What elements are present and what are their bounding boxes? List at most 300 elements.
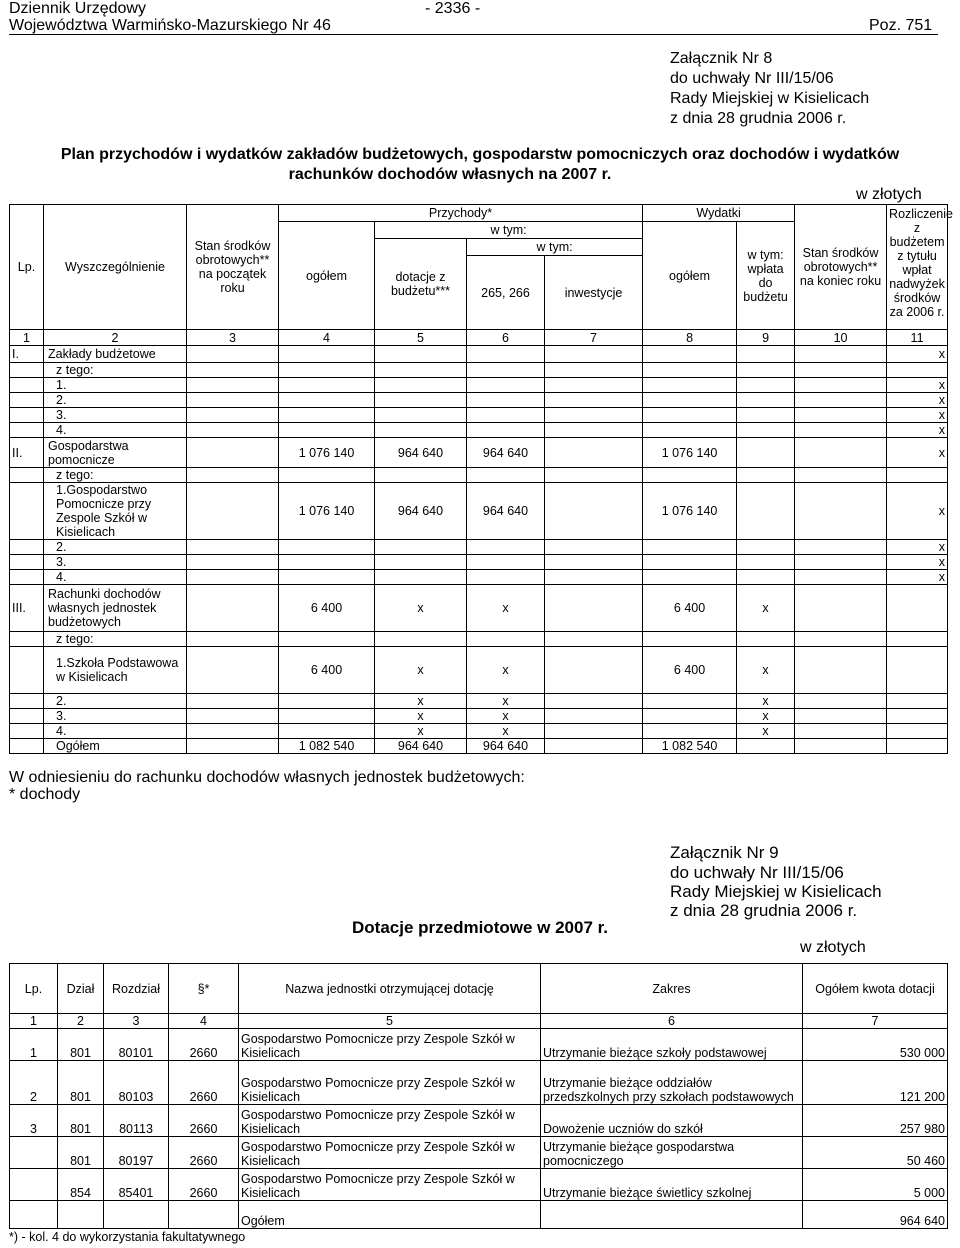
plan-cell-value xyxy=(887,724,948,739)
col-stan-end-header: Stan środków obrotowych** na koniec roku xyxy=(795,205,887,330)
plan-row xyxy=(10,739,948,754)
col-wydatki-header: Wydatki xyxy=(643,205,795,222)
plan-cell-lp: II. xyxy=(10,438,44,468)
plan-cell-value xyxy=(187,408,279,423)
plan-cell-value xyxy=(187,709,279,724)
plan-cell-value: x xyxy=(467,709,545,724)
plan-cell-value xyxy=(187,393,279,408)
plan-cell-value xyxy=(375,570,467,585)
plan-cell-value xyxy=(737,739,795,754)
plan-cell-value xyxy=(279,694,375,709)
plan-row xyxy=(10,378,948,393)
colnum: 4 xyxy=(279,330,375,346)
plan-cell-value: x xyxy=(887,438,948,468)
plan-cell-value xyxy=(795,468,887,483)
plan-cell-value: x xyxy=(467,694,545,709)
plan-cell-value xyxy=(279,423,375,438)
plan-cell-value xyxy=(795,393,887,408)
plan-cell-value xyxy=(795,694,887,709)
col-wtym-header: w tym: xyxy=(375,222,643,239)
plan-cell-value xyxy=(467,540,545,555)
dot-paragraph-header: §* xyxy=(169,964,239,1014)
dot-dzial-header: Dział xyxy=(58,964,104,1014)
plan-cell-name: 4. xyxy=(44,724,187,739)
dot-cell-nazwa: Gospodarstwo Pomocnicze przy Zespole Szkół w Kisielicach xyxy=(239,1137,541,1169)
plan-cell-value: x xyxy=(467,724,545,739)
plan-cell-value xyxy=(187,555,279,570)
annex9-date: z dnia 28 grudnia 2006 r. xyxy=(670,901,858,920)
plan-row xyxy=(10,393,948,408)
dot-total-value: 964 640 xyxy=(803,1201,948,1229)
dot-cell-rozdzial: 85401 xyxy=(104,1169,169,1201)
plan-cell-value xyxy=(187,724,279,739)
plan-cell-value xyxy=(643,632,737,647)
dot-cell-nazwa: Gospodarstwo Pomocnicze przy Zespole Szkół w Kisielicach xyxy=(239,1061,541,1105)
plan-cell-lp xyxy=(10,363,44,378)
dot-colnum: 3 xyxy=(104,1014,169,1029)
plan-cell-value xyxy=(467,378,545,393)
colnum: 1 xyxy=(10,330,44,346)
plan-cell-value xyxy=(279,468,375,483)
dot-cell-par: 2660 xyxy=(169,1105,239,1137)
plan-cell-value xyxy=(545,724,643,739)
dot-cell-zakres: Dowożenie uczniów do szkół xyxy=(541,1105,803,1137)
dot-cell-par: 2660 xyxy=(169,1029,239,1061)
dot-colnum: 1 xyxy=(10,1014,58,1029)
plan-cell-value xyxy=(737,468,795,483)
dot-kwota-header: Ogółem kwota dotacji xyxy=(803,964,948,1014)
annex8-date: z dnia 28 grudnia 2006 r. xyxy=(670,110,847,127)
plan-cell-value xyxy=(187,468,279,483)
col-wplata-header: w tym: wpłata do budżetu xyxy=(737,222,795,330)
dot-zakres-header: Zakres xyxy=(541,964,803,1014)
plan-cell-value xyxy=(795,555,887,570)
plan-cell-value xyxy=(643,694,737,709)
plan-cell-value xyxy=(545,694,643,709)
plan-cell-value xyxy=(643,408,737,423)
plan-cell-value xyxy=(795,408,887,423)
plan-cell-value xyxy=(279,408,375,423)
plan-cell-value xyxy=(737,393,795,408)
plan-cell-name: 2. xyxy=(44,393,187,408)
plan-cell-value xyxy=(643,724,737,739)
col-stan-start-header: Stan środków obrotowych** na początek roku xyxy=(187,205,279,330)
plan-cell-value: x xyxy=(887,423,948,438)
plan-cell-value: 964 640 xyxy=(375,739,467,754)
dot-colnum: 7 xyxy=(803,1014,948,1029)
plan-cell-value: x xyxy=(887,540,948,555)
plan-cell-value xyxy=(545,739,643,754)
plan-cell-value xyxy=(887,468,948,483)
plan-cell-value xyxy=(737,346,795,363)
plan-cell-lp xyxy=(10,555,44,570)
plan-cell-value xyxy=(467,363,545,378)
plan-cell-value xyxy=(643,709,737,724)
plan-cell-value xyxy=(545,408,643,423)
dot-cell-dzial: 801 xyxy=(58,1029,104,1061)
dotacje-table xyxy=(9,963,948,1229)
plan-cell-value xyxy=(887,739,948,754)
plan-cell-value: x xyxy=(887,378,948,393)
plan-cell-value: 1 076 140 xyxy=(279,438,375,468)
header-journal-title: Dziennik Urzędowy xyxy=(9,0,146,17)
plan-note: W odniesieniu do rachunku dochodów własnych jednostek budżetowych: xyxy=(9,769,525,786)
dot-cell-dzial: 854 xyxy=(58,1169,104,1201)
plan-cell-value xyxy=(643,423,737,438)
plan-cell-value: 6 400 xyxy=(643,585,737,632)
colnum: 3 xyxy=(187,330,279,346)
plan-cell-value xyxy=(279,363,375,378)
dot-cell-lp xyxy=(10,1137,58,1169)
annex9-council: Rady Miejskiej w Kisielicach xyxy=(670,882,882,901)
plan-cell-value xyxy=(467,632,545,647)
dot-cell-nazwa: Gospodarstwo Pomocnicze przy Zespole Szkół w Kisielicach xyxy=(239,1169,541,1201)
plan-cell-value: 964 640 xyxy=(467,483,545,540)
plan-cell-value xyxy=(279,555,375,570)
dot-row xyxy=(10,1137,948,1169)
plan-cell-value xyxy=(887,363,948,378)
annex9-title: Załącznik Nr 9 xyxy=(670,843,779,862)
plan-cell-value xyxy=(643,468,737,483)
plan-cell-name: Rachunki dochodów własnych jednostek budżetowych xyxy=(44,585,187,632)
plan-cell-name: 4. xyxy=(44,570,187,585)
plan-cell-name: Ogółem xyxy=(44,739,187,754)
plan-cell-value xyxy=(887,694,948,709)
dot-cell-rozdzial: 80197 xyxy=(104,1137,169,1169)
plan-cell-value xyxy=(375,423,467,438)
plan-row xyxy=(10,363,948,378)
dot-total-row xyxy=(10,1201,948,1229)
plan-cell-value xyxy=(545,709,643,724)
plan-cell-value xyxy=(187,423,279,438)
plan-row xyxy=(10,585,948,632)
dot-lp-header: Lp. xyxy=(10,964,58,1014)
plan-cell-value xyxy=(187,540,279,555)
dot-cell-rozdzial: 80101 xyxy=(104,1029,169,1061)
plan-row xyxy=(10,438,948,468)
plan-cell-lp xyxy=(10,724,44,739)
plan-cell-value xyxy=(375,632,467,647)
plan-cell-value xyxy=(187,378,279,393)
colnum: 5 xyxy=(375,330,467,346)
plan-cell-value xyxy=(545,540,643,555)
plan-cell-value xyxy=(643,378,737,393)
plan-cell-name: z tego: xyxy=(44,363,187,378)
plan-cell-value xyxy=(187,363,279,378)
plan-cell-value: 1 076 140 xyxy=(643,438,737,468)
dot-cell-kwota: 530 000 xyxy=(803,1029,948,1061)
plan-cell-value: x xyxy=(887,408,948,423)
plan-cell-value xyxy=(545,647,643,694)
plan-cell-value: x xyxy=(375,694,467,709)
plan-cell-lp xyxy=(10,423,44,438)
dot-nazwa-header: Nazwa jednostki otrzymującej dotację xyxy=(239,964,541,1014)
dot-colnum: 5 xyxy=(239,1014,541,1029)
plan-cell-lp xyxy=(10,570,44,585)
plan-cell-value xyxy=(795,632,887,647)
plan-table xyxy=(9,204,953,754)
plan-cell-value xyxy=(187,647,279,694)
annex8-title: Załącznik Nr 8 xyxy=(670,50,773,67)
colnum: 2 xyxy=(44,330,187,346)
plan-cell-value xyxy=(187,632,279,647)
plan-cell-value xyxy=(795,739,887,754)
dot-cell-kwota: 257 980 xyxy=(803,1105,948,1137)
plan-cell-value xyxy=(187,739,279,754)
plan-cell-value xyxy=(467,393,545,408)
plan-cell-value xyxy=(795,363,887,378)
header-page-number: - 2336 - xyxy=(425,0,481,17)
plan-title-line1: Plan przychodów i wydatków zakładów budżetowych, gospodarstw pomocniczych oraz dochodów i wydatków xyxy=(60,146,900,163)
plan-row xyxy=(10,570,948,585)
dot-colnum: 4 xyxy=(169,1014,239,1029)
annex8-council: Rady Miejskiej w Kisielicach xyxy=(670,90,870,107)
plan-cell-value xyxy=(545,363,643,378)
plan-cell-name: z tego: xyxy=(44,632,187,647)
plan-cell-value xyxy=(375,468,467,483)
col-dotacje-header: dotacje z budżetu*** xyxy=(375,239,467,330)
plan-cell-value xyxy=(795,378,887,393)
dot-cell-nazwa: Gospodarstwo Pomocnicze przy Zespole Szkół w Kisielicach xyxy=(239,1105,541,1137)
plan-cell-value xyxy=(545,423,643,438)
plan-cell-value xyxy=(643,570,737,585)
plan-row xyxy=(10,540,948,555)
dotacje-unit: w złotych xyxy=(800,939,866,956)
plan-cell-value xyxy=(467,423,545,438)
plan-cell-value: 964 640 xyxy=(375,483,467,540)
dot-cell-par: 2660 xyxy=(169,1169,239,1201)
dot-cell-rozdzial: 80103 xyxy=(104,1061,169,1105)
plan-cell-name: 1. xyxy=(44,378,187,393)
plan-cell-value: 964 640 xyxy=(375,438,467,468)
col-lp-header: Lp. xyxy=(10,205,44,330)
plan-cell-value xyxy=(545,393,643,408)
plan-cell-value xyxy=(375,540,467,555)
col-ogolem-header: ogółem xyxy=(279,222,375,330)
plan-cell-value xyxy=(795,647,887,694)
plan-cell-value: x xyxy=(887,483,948,540)
plan-cell-value xyxy=(467,468,545,483)
plan-cell-value: x xyxy=(737,709,795,724)
column-number-row xyxy=(10,330,948,346)
plan-row xyxy=(10,468,948,483)
plan-row xyxy=(10,694,948,709)
plan-cell-value xyxy=(737,423,795,438)
dot-cell-dzial: 801 xyxy=(58,1137,104,1169)
plan-cell-value xyxy=(795,724,887,739)
plan-cell-value xyxy=(187,585,279,632)
col-wtym2-header: w tym: xyxy=(467,239,643,256)
plan-cell-value xyxy=(467,555,545,570)
plan-cell-value xyxy=(795,346,887,363)
dot-cell-kwota: 50 460 xyxy=(803,1137,948,1169)
plan-cell-name: 3. xyxy=(44,555,187,570)
plan-cell-value xyxy=(545,570,643,585)
plan-cell-value xyxy=(545,555,643,570)
dot-cell-lp xyxy=(10,1169,58,1201)
plan-cell-value: 1 076 140 xyxy=(279,483,375,540)
plan-cell-value: 1 082 540 xyxy=(279,739,375,754)
plan-cell-value: 964 640 xyxy=(467,438,545,468)
dot-cell-zakres: Utrzymanie bieżące oddziałów przedszkolnych przy szkołach podstawowych xyxy=(541,1061,803,1105)
plan-cell-lp xyxy=(10,540,44,555)
plan-cell-value: x xyxy=(887,570,948,585)
plan-cell-value xyxy=(795,540,887,555)
plan-cell-value xyxy=(279,393,375,408)
dot-cell-kwota: 121 200 xyxy=(803,1061,948,1105)
plan-row xyxy=(10,408,948,423)
dotacje-footnote: *) - kol. 4 do wykorzystania fakultatywnego xyxy=(9,1230,246,1244)
plan-row xyxy=(10,709,948,724)
colnum: 6 xyxy=(467,330,545,346)
dot-cell-zakres: Utrzymanie bieżące szkoły podstawowej xyxy=(541,1029,803,1061)
dot-colnum: 2 xyxy=(58,1014,104,1029)
plan-cell-name: Gospodarstwa pomocnicze xyxy=(44,438,187,468)
plan-cell-value xyxy=(545,632,643,647)
plan-cell-lp xyxy=(10,632,44,647)
plan-cell-name: 3. xyxy=(44,408,187,423)
col-przychody-header: Przychody* xyxy=(279,205,643,222)
plan-cell-lp: I. xyxy=(10,346,44,363)
plan-cell-value xyxy=(279,709,375,724)
plan-cell-value xyxy=(737,555,795,570)
plan-cell-value xyxy=(187,570,279,585)
plan-cell-value xyxy=(375,408,467,423)
plan-cell-value xyxy=(467,408,545,423)
plan-cell-value xyxy=(467,346,545,363)
plan-cell-value xyxy=(887,585,948,632)
plan-cell-name: 2. xyxy=(44,540,187,555)
plan-cell-value xyxy=(737,363,795,378)
dot-cell-rozdzial: 80113 xyxy=(104,1105,169,1137)
plan-cell-value: 1 076 140 xyxy=(643,483,737,540)
plan-cell-value: x xyxy=(737,647,795,694)
colnum: 7 xyxy=(545,330,643,346)
plan-row xyxy=(10,346,948,363)
plan-cell-lp xyxy=(10,483,44,540)
plan-cell-value xyxy=(643,363,737,378)
plan-cell-value xyxy=(545,378,643,393)
plan-cell-value xyxy=(737,570,795,585)
colnum: 10 xyxy=(795,330,887,346)
plan-cell-lp xyxy=(10,393,44,408)
plan-row xyxy=(10,647,948,694)
plan-cell-value xyxy=(737,483,795,540)
col-265-header: 265, 266 xyxy=(467,256,545,330)
plan-cell-lp xyxy=(10,408,44,423)
plan-cell-value xyxy=(737,378,795,393)
plan-cell-value: x xyxy=(887,346,948,363)
header-position: Poz. 751 xyxy=(869,17,933,34)
dot-cell-zakres: Utrzymanie bieżące gospodarstwa pomocniczego xyxy=(541,1137,803,1169)
plan-cell-lp xyxy=(10,694,44,709)
col-wydatki-ogolem-header: ogółem xyxy=(643,222,737,330)
plan-cell-value xyxy=(795,438,887,468)
plan-cell-value xyxy=(187,438,279,468)
dot-colnum: 6 xyxy=(541,1014,803,1029)
plan-cell-value: x xyxy=(375,647,467,694)
dot-cell-kwota: 5 000 xyxy=(803,1169,948,1201)
plan-cell-lp xyxy=(10,739,44,754)
dot-row xyxy=(10,1029,948,1061)
header-rule xyxy=(9,34,938,35)
col-name-header: Wyszczególnienie xyxy=(44,205,187,330)
dot-cell-par: 2660 xyxy=(169,1061,239,1105)
plan-cell-name: Zakłady budżetowe xyxy=(44,346,187,363)
plan-cell-lp xyxy=(10,468,44,483)
plan-row xyxy=(10,632,948,647)
plan-cell-value xyxy=(279,724,375,739)
dot-cell-zakres: Utrzymanie bieżące świetlicy szkolnej xyxy=(541,1169,803,1201)
plan-cell-value: 964 640 xyxy=(467,739,545,754)
dot-cell-lp: 3 xyxy=(10,1105,58,1137)
plan-cell-lp: III. xyxy=(10,585,44,632)
plan-cell-value xyxy=(279,540,375,555)
annex8-resolution: do uchwały Nr III/15/06 xyxy=(670,70,834,87)
plan-cell-value xyxy=(795,570,887,585)
plan-cell-value: x xyxy=(887,393,948,408)
plan-cell-value xyxy=(643,393,737,408)
plan-cell-name: 1.Szkoła Podstawowa w Kisielicach xyxy=(44,647,187,694)
plan-cell-value xyxy=(795,709,887,724)
plan-unit: w złotych xyxy=(856,186,922,203)
annex9-resolution: do uchwały Nr III/15/06 xyxy=(670,863,844,882)
plan-cell-value xyxy=(187,694,279,709)
plan-note-dochody: * dochody xyxy=(9,786,81,803)
plan-cell-value xyxy=(545,346,643,363)
dot-row xyxy=(10,1105,948,1137)
plan-cell-value xyxy=(279,632,375,647)
plan-cell-value xyxy=(545,468,643,483)
plan-cell-value xyxy=(643,555,737,570)
plan-cell-value xyxy=(279,378,375,393)
plan-cell-value xyxy=(187,483,279,540)
plan-cell-lp xyxy=(10,647,44,694)
plan-cell-value xyxy=(545,483,643,540)
plan-cell-value xyxy=(375,393,467,408)
plan-cell-value xyxy=(375,346,467,363)
colnum: 8 xyxy=(643,330,737,346)
dot-cell-dzial: 801 xyxy=(58,1061,104,1105)
dot-row xyxy=(10,1169,948,1201)
plan-cell-value: x xyxy=(737,694,795,709)
plan-cell-value xyxy=(187,346,279,363)
dotacje-title: Dotacje przedmiotowe w 2007 r. xyxy=(352,918,609,937)
dot-cell-nazwa: Gospodarstwo Pomocnicze przy Zespole Szkół w Kisielicach xyxy=(239,1029,541,1061)
plan-cell-value xyxy=(887,647,948,694)
plan-cell-value xyxy=(737,408,795,423)
plan-cell-name: 2. xyxy=(44,694,187,709)
dot-cell-dzial: 801 xyxy=(58,1105,104,1137)
plan-cell-name: 4. xyxy=(44,423,187,438)
plan-cell-lp xyxy=(10,709,44,724)
plan-cell-value xyxy=(643,346,737,363)
plan-cell-value xyxy=(375,363,467,378)
plan-cell-value xyxy=(375,555,467,570)
dot-cell-lp: 2 xyxy=(10,1061,58,1105)
plan-cell-value: 6 400 xyxy=(279,585,375,632)
plan-cell-value: x xyxy=(375,709,467,724)
plan-row xyxy=(10,483,948,540)
dot-cell-lp: 1 xyxy=(10,1029,58,1061)
plan-cell-value: 6 400 xyxy=(279,647,375,694)
plan-title-line2: rachunków dochodów własnych na 2007 r. xyxy=(288,166,612,183)
plan-row xyxy=(10,555,948,570)
plan-cell-value xyxy=(279,346,375,363)
plan-cell-value xyxy=(887,709,948,724)
plan-cell-value: x xyxy=(737,724,795,739)
plan-cell-value: x xyxy=(737,585,795,632)
